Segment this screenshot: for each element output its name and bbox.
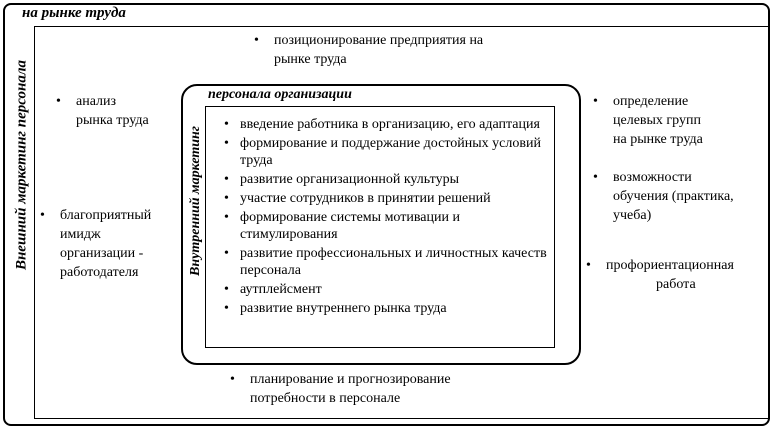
external-marketing-title: на рынке труда [22, 5, 126, 21]
bullet: • [254, 33, 259, 48]
bullet: • [593, 170, 598, 185]
bullet: • [40, 208, 45, 223]
right-item-line: возможности [613, 170, 692, 185]
bottom-item-line: потребности в персонале [250, 391, 401, 406]
right-item-line: профориентационная [606, 258, 734, 273]
bullet: • [56, 94, 61, 109]
top-item-line: позиционирование предприятия на [274, 33, 484, 48]
right-item-training [593, 168, 763, 225]
right-item-target-groups [593, 92, 753, 149]
left-item-line: анализ [76, 94, 117, 109]
list-item: • введение работника в организацию, его адаптация [218, 116, 550, 133]
right-item-line: работа [656, 277, 696, 292]
right-item-line: учеба) [613, 208, 652, 223]
right-item-line: определение [613, 94, 689, 109]
right-item-line: на рынке труда [613, 132, 703, 147]
list-item: • развитие организационной культуры [218, 171, 550, 188]
right-item-line: целевых групп [613, 113, 701, 128]
list-item: • формирование системы мотивации и стимулирования [218, 209, 550, 243]
left-item-line: работодателя [60, 265, 139, 280]
right-item-career-guidance [586, 256, 766, 294]
list-item: • формирование и поддержание достойных условий труда [218, 135, 550, 169]
left-item-line: рынка труда [76, 113, 149, 128]
left-item-employer-image [40, 206, 180, 282]
top-item-line: рынке труда [274, 52, 347, 67]
list-item: • участие сотрудников в принятии решений [218, 190, 550, 207]
internal-marketing-title: персонала организации [208, 87, 352, 102]
right-item-line: обучения (практика, [613, 189, 734, 204]
list-item: • развитие внутреннего рынка труда [218, 300, 550, 317]
bottom-item-line: планирование и прогнозирование [250, 372, 451, 387]
external-marketing-side-text: Внешний маркетинг персонала [13, 59, 30, 271]
list-item: • развитие профессиональных и личностных качеств персонала [218, 245, 550, 279]
left-item-line: организации - [60, 246, 144, 261]
bullet: • [230, 372, 235, 387]
list-item: • аутплейсмент [218, 281, 550, 298]
left-item-market-analysis [56, 92, 186, 130]
left-item-line: благоприятный [60, 208, 152, 223]
bottom-item [230, 370, 530, 408]
bullet: • [586, 258, 591, 273]
left-item-line: имидж [60, 227, 101, 242]
internal-marketing-side-text: Внутренний маркетинг [188, 126, 203, 276]
internal-marketing-list [218, 116, 550, 319]
bullet: • [593, 94, 598, 109]
top-item [254, 31, 554, 69]
